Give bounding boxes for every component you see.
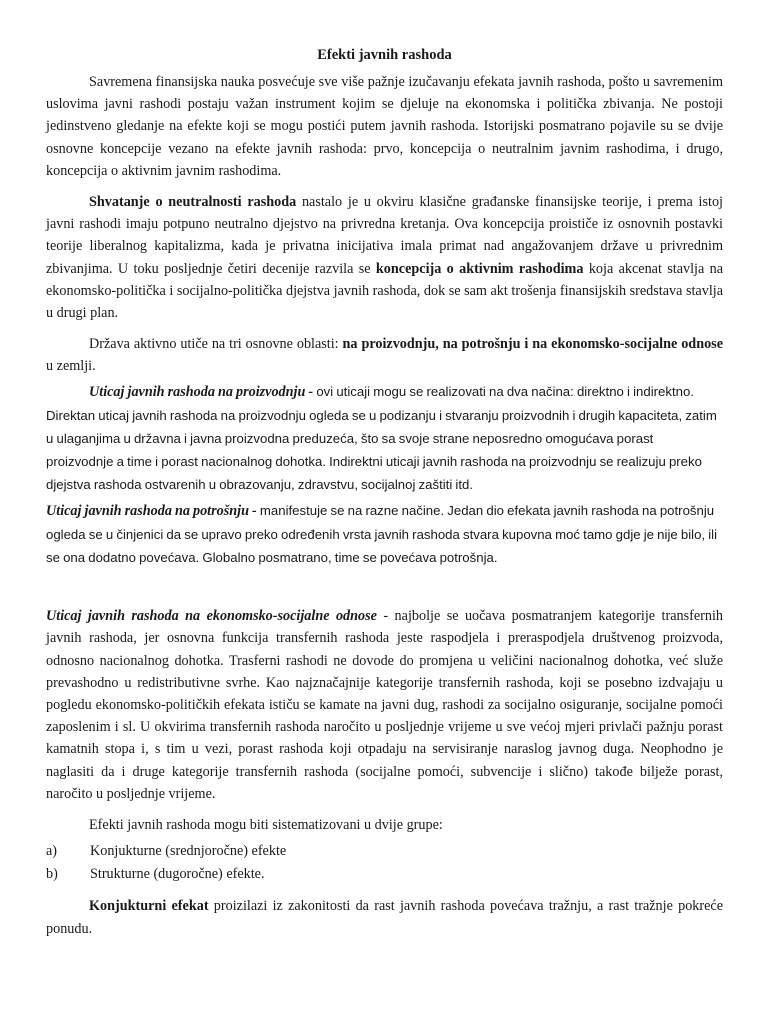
heading-socio-economic: Uticaj javnih rashoda na ekonomsko-socijalne odnose xyxy=(46,608,377,625)
paragraph-socio-economic: Uticaj javnih rashoda na ekonomsko-socijalne odnose - najbolje se uočava posmatranjem kategorije transfernih javnih rashoda, jer osnovna funkcija transfernih rashoda jeste raspodjela i preraspodjela društvenog proizvoda, odnosno nacionalnog dohotka. Trasferni rashodi ne dovode do promjena u veličini nacionalnog dohotka, već služe prevashodno u redistributivne svrhe. Kao najznačajnije kategorije transfernih rashoda, koji se posebno izdvajaju u pogledu ekonomsko-političkih efekata ističu se kamate na javni dug, rashodi za socijalno osiguranje, socijalne pomoći zaposlenim i sl. U okvirima transfernih rashoda naročito u posljednje vrijeme u sve većoj mjeri privlači pažnju porast kamatnih stopa i, s tim u vezi, porast rashoda koji otpadaju na servisiranje naraslog javnog duga. Neophodno je naglasiti da i druge kategorije transfernih rashoda (socijalne pomoći, subvencije i slično) takođe bilježe porast, naročito u posljednje vrijeme. xyxy=(46,608,723,802)
effects-list xyxy=(46,840,723,886)
document-title: Efekti javnih rashoda xyxy=(317,47,452,63)
list-item xyxy=(46,863,723,886)
paragraph-production: Uticaj javnih rashoda na proizvodnju - ovi uticaji mogu se realizovati na dva načina: direktno i indirektno. Direktan uticaj javnih rashoda na proizvodnju ogleda se u podizanju i stvaranju proizvodnih i drugih kapaciteta, zatim u ulaganjima u državna i javna proizvodna preduzeća, što sa svoje strane neposredno omogućava porast proizvodnje a time i porast nacionalnog dohotka. Indirektni uticaji javnih rashoda na proizvodnju se realizuju preko djejstva rashoda ostvarenih u obrazovanju, zdravstvu, socijalnoj zaštiti itd. xyxy=(46,383,717,493)
list-item-text: Strukturne (dugoročne) efekte. xyxy=(90,866,265,883)
paragraph-groups-intro: Efekti javnih rashoda mogu biti sistematizovani u dvije grupe: xyxy=(89,817,443,834)
heading-consumption: Uticaj javnih rashoda na potrošnju - xyxy=(46,502,257,519)
term-active-expenditure: koncepcija o aktivnim rashodima xyxy=(375,260,584,277)
paragraph-consumption: Uticaj javnih rashoda na potrošnju - manifestuje se na razne načine. Jedan dio efekata javnih rashoda na potrošnju ogleda se u činjenici da se upravo preko određenih vrsta javnih rashoda stvara kupovna moć tamo gdje je nije bilo, ili se ona dodatno povećava. Globalno posmatrano, time se povećava potrošnja. xyxy=(46,502,718,566)
paragraph-state-areas: Država aktivno utiče na tri osnovne oblasti: na proizvodnju, na potrošnju i na ekonomsko-socijalne odnose u zemlji. xyxy=(46,336,723,375)
paragraph-neutral-expenditure: Shvatanje o neutralnosti rashoda nastalo je u okviru klasične građanske finansijske teorije, i prema istoj javni rashodi imaju potpuno neutralno djejstvo na privredna kretanja. Ova koncepcija proističe iz osnovnih postavki teorije liberalnog kapitalizma, kada je privatna inicijativa imala primat nad angažovanjem države u privrednim zbivanjima. U toku posljednje četiri decenije razvila se koncepcija o aktivnim rashodima koja akcenat stavlja na ekonomsko-politička i socijalno-politička djejstva javnih rashoda, dok se sam akt trošenja finansijskih sredstava stavlja u drugi plan. xyxy=(46,194,724,322)
list-marker: a) xyxy=(46,843,58,860)
paragraph-conjuncture-effect: Konjukturni efekat proizilazi iz zakonitosti da rast javnih rashoda povećava tražnju, a rast tražnje pokreće ponudu. xyxy=(46,898,724,937)
paragraph-intro: Savremena finansijska nauka posvećuje sve više pažnje izučavanju efekata javnih rashoda, pošto u savremenim uslovima javni rashodi postaju važan instrument kojim se djeluje na ekonomska i politička zbivanja. Ne postoji jedinstveno gledanje na efekte koji se mogu postići putem javnih rashoda. Istorijski posmatrano pojavile su se dvije osnovne koncepcije vezano na efekte javnih rashoda: prvo, koncepcija o neutralnim javnim rashodima, i drugo, koncepcija o aktivnim javnim rashodima. xyxy=(46,74,723,179)
heading-production: Uticaj javnih rashoda na proizvodnju - xyxy=(89,383,314,400)
term-three-areas: na proizvodnju, na potrošnju i na ekonomsko-socijalne odnose xyxy=(342,336,723,353)
list-item xyxy=(46,840,723,863)
list-item-text: Konjukturne (srednjoročne) efekte xyxy=(90,843,287,860)
list-marker: b) xyxy=(46,866,58,883)
term-neutral-expenditure: Shvatanje o neutralnosti rashoda xyxy=(89,194,297,211)
term-conjuncture-effect: Konjukturni efekat xyxy=(89,898,209,915)
